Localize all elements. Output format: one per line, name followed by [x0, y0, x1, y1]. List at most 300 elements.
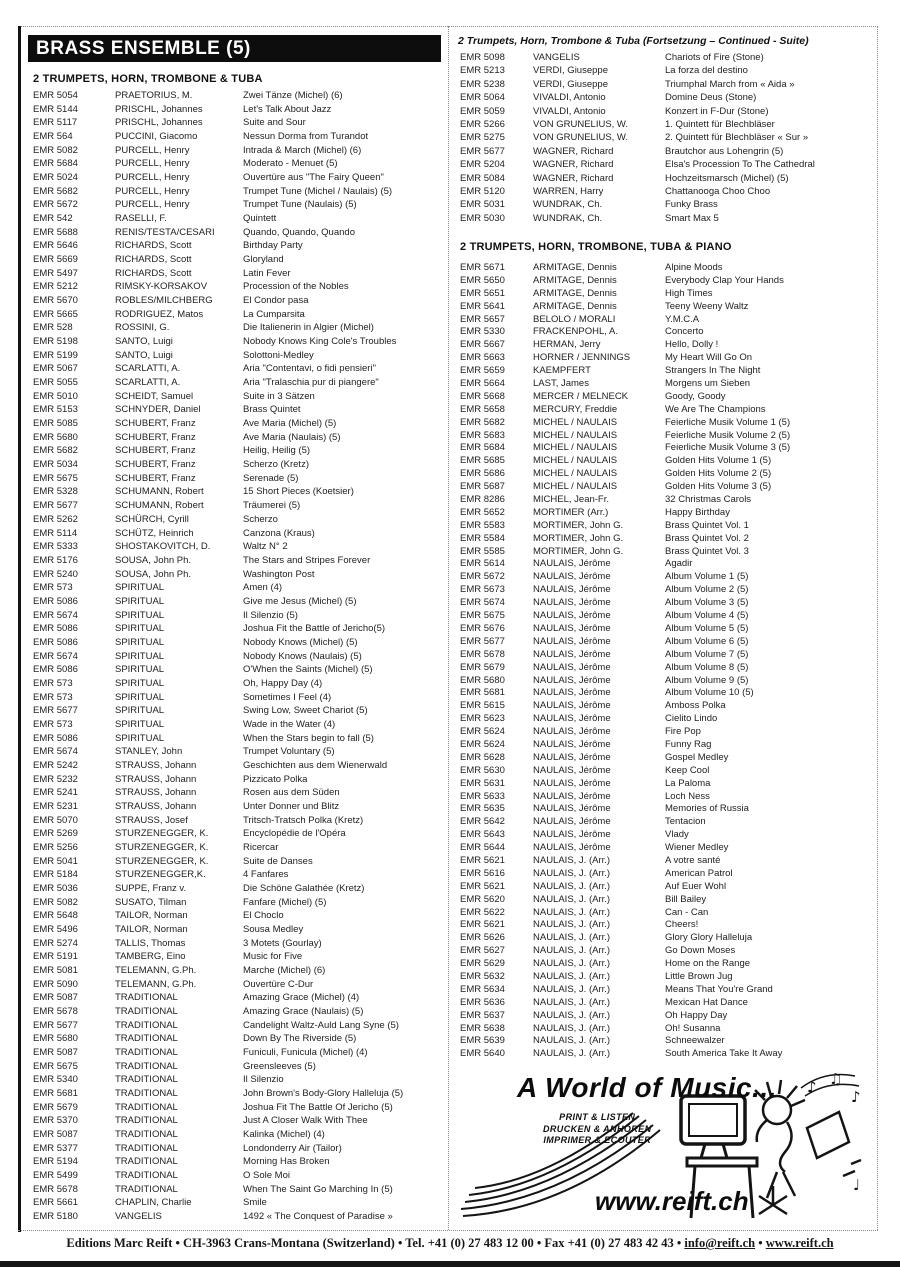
- piece-title: Brass Quintet: [243, 404, 301, 416]
- catalog-row: [33, 527, 443, 541]
- piece-title: O Sole Moi: [243, 1170, 290, 1182]
- catalog-row: [460, 816, 875, 829]
- catalog-number: EMR 5639: [460, 1035, 505, 1047]
- catalog-number: EMR 5681: [33, 1088, 78, 1100]
- composer-name: ARMITAGE, Dennis: [533, 300, 617, 312]
- composer-name: TRADITIONAL: [115, 1101, 178, 1113]
- composer-name: SCARLATTI, A.: [115, 363, 181, 375]
- catalog-row: [460, 91, 875, 104]
- piece-title: Golden Hits Volume 2 (5): [665, 468, 772, 480]
- section-heading-continued: 2 Trumpets, Horn, Trombone & Tuba (Fortsetzung – Continued - Suite): [458, 35, 809, 47]
- catalog-row: [460, 275, 875, 288]
- catalog-number: EMR 5667: [460, 339, 505, 351]
- piece-title: The Stars and Stripes Forever: [243, 554, 371, 566]
- piece-title: Y.M.C.A: [665, 313, 700, 325]
- composer-name: SPIRITUAL: [115, 636, 165, 648]
- catalog-number: EMR 5238: [460, 78, 505, 90]
- composer-name: NAULAIS, Jérôme: [533, 571, 611, 583]
- composer-name: NAULAIS, Jérôme: [533, 738, 611, 750]
- catalog-row: [33, 554, 443, 568]
- composer-name: ARMITAGE, Dennis: [533, 287, 617, 299]
- catalog-row: [33, 691, 443, 705]
- composer-name: NAULAIS, J. (Arr.): [533, 919, 611, 931]
- composer-name: NAULAIS, J. (Arr.): [533, 1009, 611, 1021]
- catalog-row: [33, 171, 443, 185]
- piece-title: Ouvertüre C-Dur: [243, 978, 314, 990]
- catalog-number: EMR 5664: [460, 378, 505, 390]
- catalog-row: [33, 144, 443, 158]
- catalog-number: EMR 5497: [33, 267, 78, 279]
- catalog-row: [33, 198, 443, 212]
- piece-title: Amazing Grace (Michel) (4): [243, 992, 360, 1004]
- composer-name: NAULAIS, Jérôme: [533, 803, 611, 815]
- composer-name: VON GRUNELIUS, W.: [533, 132, 629, 144]
- catalog-row: [460, 118, 875, 131]
- catalog-row: [460, 185, 875, 198]
- catalog-number: EMR 5333: [33, 541, 78, 553]
- catalog-number: EMR 5082: [33, 144, 78, 156]
- piece-title: Album Volume 5 (5): [665, 622, 749, 634]
- catalog-row: [33, 1155, 443, 1169]
- catalog-number: EMR 5262: [33, 513, 78, 525]
- composer-name: SOUSA, John Ph.: [115, 554, 192, 566]
- piece-title: Washington Post: [243, 568, 315, 580]
- composer-name: TRADITIONAL: [115, 992, 178, 1004]
- catalog-number: EMR 5622: [460, 906, 505, 918]
- catalog-number: EMR 5059: [460, 105, 505, 117]
- catalog-row: [460, 288, 875, 301]
- composer-name: SOUSA, John Ph.: [115, 568, 192, 580]
- composer-name: NAULAIS, J. (Arr.): [533, 932, 611, 944]
- composer-name: NAULAIS, J. (Arr.): [533, 983, 611, 995]
- piece-title: When The Saint Go Marching In (5): [243, 1183, 393, 1195]
- catalog-list-continued: [460, 51, 875, 225]
- composer-name: STURZENEGGER,K.: [115, 869, 206, 881]
- piece-title: Marche (Michel) (6): [243, 965, 326, 976]
- piece-title: Funky Brass: [665, 199, 718, 211]
- catalog-row: [460, 610, 875, 623]
- catalog-row: [33, 1073, 443, 1087]
- composer-name: PRISCHL, Johannes: [115, 103, 203, 115]
- piece-title: Domine Deus (Stone): [665, 92, 757, 104]
- composer-name: SPIRITUAL: [115, 732, 165, 744]
- catalog-row: [460, 700, 875, 713]
- composer-name: NAULAIS, J. (Arr.): [533, 1022, 611, 1034]
- piece-title: Elsa's Procession To The Cathedral: [665, 159, 815, 171]
- composer-name: VERDI, Giuseppe: [533, 78, 608, 90]
- catalog-row: [33, 1196, 443, 1210]
- catalog-number: EMR 5034: [33, 459, 78, 471]
- catalog-row: [33, 909, 443, 923]
- composer-name: SPIRITUAL: [115, 664, 165, 676]
- catalog-row: [33, 704, 443, 718]
- catalog-row: [460, 984, 875, 997]
- piece-title: Pizzicato Polka: [243, 773, 308, 785]
- composer-name: VANGELIS: [115, 1211, 162, 1223]
- piece-title: Keep Cool: [665, 764, 710, 776]
- composer-name: TRADITIONAL: [115, 1033, 178, 1045]
- catalog-row: [460, 352, 875, 365]
- catalog-row: [460, 1048, 875, 1061]
- catalog-number: EMR 5087: [33, 992, 78, 1004]
- piece-title: Home on the Range: [665, 958, 751, 970]
- composer-name: SCARLATTI, A.: [115, 377, 181, 389]
- composer-name: NAULAIS, Jérôme: [533, 751, 611, 763]
- catalog-row: [33, 732, 443, 746]
- catalog-row: [460, 51, 875, 64]
- catalog-number: EMR 5064: [460, 92, 505, 104]
- catalog-row: [33, 267, 443, 281]
- piece-title: La Paloma: [665, 777, 711, 789]
- section-heading-tuba: 2 TRUMPETS, HORN, TROMBONE & TUBA: [33, 73, 263, 85]
- catalog-row: [33, 882, 443, 896]
- catalog-number: EMR 5675: [460, 610, 505, 622]
- piece-title: Amboss Polka: [665, 700, 726, 712]
- catalog-number: EMR 5623: [460, 713, 505, 725]
- catalog-number: EMR 5674: [33, 650, 78, 662]
- catalog-row: [460, 468, 875, 481]
- composer-name: MICHEL, Jean-Fr.: [533, 494, 610, 506]
- catalog-row: [33, 1087, 443, 1101]
- composer-name: SCHUBERT, Franz: [115, 445, 196, 457]
- catalog-number: EMR 5670: [33, 295, 78, 307]
- catalog-row: [33, 390, 443, 404]
- catalog-number: EMR 5117: [33, 117, 78, 129]
- composer-name: STANLEY, John: [115, 746, 183, 758]
- catalog-row: [460, 1010, 875, 1023]
- composer-name: SPIRITUAL: [115, 650, 165, 662]
- catalog-number: EMR 5679: [460, 661, 505, 673]
- composer-name: NAULAIS, Jérôme: [533, 610, 611, 622]
- piece-title: Oh! Susanna: [665, 1022, 721, 1034]
- catalog-row: [33, 513, 443, 527]
- catalog-row: [460, 481, 875, 494]
- catalog-row: [460, 829, 875, 842]
- composer-name: NAULAIS, J. (Arr.): [533, 893, 611, 905]
- composer-name: TRADITIONAL: [115, 1047, 178, 1059]
- catalog-number: EMR 5086: [33, 595, 78, 607]
- catalog-number: EMR 5629: [460, 958, 505, 970]
- catalog-number: EMR 5671: [460, 262, 505, 273]
- catalog-number: EMR 5688: [33, 226, 78, 238]
- logo-line-print-listen: PRINT & LISTEN: [559, 1112, 636, 1122]
- catalog-number: EMR 5675: [33, 472, 78, 484]
- catalog-list-left: [33, 89, 443, 1224]
- piece-title: High Times: [665, 287, 713, 299]
- logo-tagline: A World of Music...: [517, 1072, 777, 1103]
- composer-name: SPIRITUAL: [115, 691, 165, 703]
- piece-title: Wade in the Water (4): [243, 718, 336, 730]
- catalog-row: [33, 485, 443, 499]
- composer-name: TAMBERG, Eino: [115, 951, 186, 963]
- composer-name: ARMITAGE, Dennis: [533, 274, 617, 286]
- composer-name: NAULAIS, J. (Arr.): [533, 958, 611, 970]
- piece-title: Il Silenzio: [243, 1074, 284, 1086]
- catalog-row: [460, 623, 875, 636]
- catalog-number: EMR 5041: [33, 855, 78, 867]
- piece-title: Waltz N° 2: [243, 541, 288, 553]
- catalog-number: EMR 5631: [460, 777, 505, 789]
- composer-name: HORNER / JENNINGS: [533, 352, 631, 364]
- catalog-row: [460, 1023, 875, 1036]
- composer-name: NAULAIS, Jérôme: [533, 713, 611, 725]
- composer-name: RASELLI, F.: [115, 213, 167, 225]
- catalog-row: [33, 1032, 443, 1046]
- catalog-row: [460, 662, 875, 675]
- catalog-row: [460, 378, 875, 391]
- piece-title: Aria "Contentavi, o fidi pensieri": [243, 363, 376, 375]
- piece-title: Ricercar: [243, 841, 279, 853]
- catalog-number: EMR 5274: [33, 937, 78, 949]
- piece-title: Album Volume 1 (5): [665, 571, 749, 583]
- piece-title: El Choclo: [243, 910, 284, 922]
- composer-name: TRADITIONAL: [115, 1129, 178, 1141]
- piece-title: Goody, Goody: [665, 390, 726, 402]
- composer-name: NAULAIS, Jérôme: [533, 842, 611, 854]
- catalog-number: EMR 5680: [33, 431, 78, 443]
- piece-title: Serenade (5): [243, 472, 299, 484]
- composer-name: HERMAN, Jerry: [533, 339, 601, 351]
- piece-title: Triumphal March from « Aida »: [665, 78, 795, 90]
- piece-title: Strangers In The Night: [665, 365, 761, 377]
- catalog-number: EMR 5120: [460, 185, 505, 197]
- catalog-row: [33, 499, 443, 513]
- piece-title: O'When the Saints (Michel) (5): [243, 664, 373, 676]
- composer-name: MORTIMER (Arr.): [533, 506, 609, 518]
- catalog-number: EMR 5621: [460, 880, 505, 892]
- catalog-number: EMR 5628: [460, 751, 505, 763]
- piece-title: Fire Pop: [665, 726, 701, 738]
- catalog-number: EMR 5086: [33, 636, 78, 648]
- catalog-row: [460, 971, 875, 984]
- catalog-row: [460, 803, 875, 816]
- catalog-number: EMR 5627: [460, 945, 505, 957]
- composer-name: TRADITIONAL: [115, 1142, 178, 1154]
- piece-title: Feierliche Musik Volume 1 (5): [665, 416, 791, 428]
- piece-title: Ave Maria (Naulais) (5): [243, 431, 341, 443]
- catalog-row: [460, 262, 875, 275]
- catalog-number: EMR 5680: [460, 674, 505, 686]
- catalog-row: [460, 158, 875, 171]
- catalog-row: [33, 1005, 443, 1019]
- piece-title: Feierliche Musik Volume 2 (5): [665, 429, 791, 441]
- catalog-row: [33, 896, 443, 910]
- composer-name: NAULAIS, J. (Arr.): [533, 1035, 611, 1047]
- catalog-row: [33, 650, 443, 664]
- composer-name: WAGNER, Richard: [533, 145, 614, 157]
- composer-name: PURCELL, Henry: [115, 144, 190, 156]
- composer-name: MERCURY, Freddie: [533, 403, 618, 415]
- catalog-row: [460, 894, 875, 907]
- piece-title: Procession of the Nobles: [243, 281, 349, 293]
- composer-name: PUCCINI, Giacomo: [115, 131, 198, 143]
- composer-name: SHOSTAKOVITCH, D.: [115, 541, 211, 553]
- piece-title: Amazing Grace (Naulais) (5): [243, 1006, 364, 1018]
- catalog-number: EMR 5643: [460, 829, 505, 841]
- piece-title: Geschichten aus dem Wienerwald: [243, 759, 388, 771]
- catalog-number: EMR 5644: [460, 842, 505, 854]
- footer-separator: •: [755, 1236, 766, 1250]
- catalog-number: EMR 5678: [460, 648, 505, 660]
- piece-title: Feierliche Musik Volume 3 (5): [665, 442, 791, 454]
- catalog-row: [460, 145, 875, 158]
- column-divider: [448, 26, 449, 1230]
- piece-title: Means That You're Grand: [665, 983, 773, 995]
- catalog-number: EMR 5677: [33, 500, 78, 512]
- catalog-number: EMR 5496: [33, 923, 78, 935]
- piece-title: Golden Hits Volume 1 (5): [665, 455, 772, 467]
- catalog-row: [33, 185, 443, 199]
- catalog-number: EMR 5678: [33, 1183, 78, 1195]
- piece-title: Sometimes I Feel (4): [243, 691, 332, 703]
- catalog-number: EMR 5677: [33, 705, 78, 717]
- catalog-row: [460, 430, 875, 443]
- catalog-number: EMR 5499: [33, 1170, 78, 1182]
- catalog-number: EMR 5114: [33, 527, 78, 539]
- composer-name: VIVALDI, Antonio: [533, 92, 606, 104]
- catalog-row: [33, 868, 443, 882]
- catalog-number: EMR 5240: [33, 568, 78, 580]
- composer-name: MICHEL / NAULAIS: [533, 442, 618, 454]
- composer-name: TRADITIONAL: [115, 1115, 178, 1127]
- piece-title: Suite de Danses: [243, 855, 313, 867]
- catalog-row: [460, 881, 875, 894]
- piece-title: Smile: [243, 1197, 267, 1209]
- piece-title: Let's Talk About Jazz: [243, 103, 332, 115]
- catalog-row: [33, 622, 443, 636]
- catalog-row: [33, 130, 443, 144]
- catalog-row: [33, 800, 443, 814]
- piece-title: Latin Fever: [243, 267, 291, 279]
- piece-title: Greensleeves (5): [243, 1060, 316, 1072]
- footer-email-link[interactable]: info@reift.ch: [684, 1236, 756, 1250]
- catalog-number: EMR 5199: [33, 349, 78, 361]
- catalog-row: [460, 533, 875, 546]
- catalog-number: EMR 5213: [460, 65, 505, 77]
- piece-title: Moderato - Menuet (5): [243, 158, 338, 170]
- composer-name: NAULAIS, Jérôme: [533, 584, 611, 596]
- catalog-row: [33, 1046, 443, 1060]
- catalog-number: EMR 5340: [33, 1074, 78, 1086]
- composer-name: NAULAIS, J. (Arr.): [533, 996, 611, 1008]
- catalog-number: EMR 5144: [33, 103, 78, 115]
- catalog-number: EMR 5370: [33, 1115, 78, 1127]
- catalog-number: EMR 5266: [460, 118, 505, 130]
- composer-name: PURCELL, Henry: [115, 172, 190, 184]
- piece-title: Album Volume 6 (5): [665, 635, 749, 647]
- composer-name: RODRIGUEZ, Matos: [115, 308, 204, 320]
- catalog-number: EMR 5086: [33, 664, 78, 676]
- piece-title: Bill Bailey: [665, 893, 707, 905]
- piece-title: Ave Maria (Michel) (5): [243, 418, 337, 430]
- catalog-number: EMR 5031: [460, 199, 505, 211]
- catalog-row: [460, 584, 875, 597]
- catalog-number: EMR 5085: [33, 418, 78, 430]
- catalog-number: EMR 5657: [460, 313, 505, 325]
- catalog-number: EMR 5669: [33, 254, 78, 266]
- catalog-row: [33, 991, 443, 1005]
- composer-name: LAST, James: [533, 378, 589, 390]
- piece-title: Hello, Dolly !: [665, 339, 719, 351]
- piece-title: 32 Christmas Carols: [665, 494, 752, 506]
- composer-name: NAULAIS, Jérôme: [533, 777, 611, 789]
- catalog-row: [33, 376, 443, 390]
- piece-title: Heilig, Heilig (5): [243, 445, 311, 457]
- catalog-number: EMR 5642: [460, 816, 505, 828]
- catalog-number: EMR 5212: [33, 281, 78, 293]
- composer-name: STRAUSS, Johann: [115, 773, 197, 785]
- piece-title: Brautchor aus Lohengrin (5): [665, 145, 784, 157]
- catalog-row: [460, 64, 875, 77]
- piece-title: Chariots of Fire (Stone): [665, 52, 764, 63]
- catalog-row: [460, 558, 875, 571]
- catalog-row: [33, 472, 443, 486]
- composer-name: PRISCHL, Johannes: [115, 117, 203, 129]
- piece-title: Brass Quintet Vol. 3: [665, 545, 749, 557]
- piece-title: Mexican Hat Dance: [665, 996, 748, 1008]
- catalog-number: EMR 5090: [33, 978, 78, 990]
- catalog-number: EMR 5641: [460, 300, 505, 312]
- catalog-number: EMR 5640: [460, 1048, 505, 1060]
- catalog-number: EMR 5635: [460, 803, 505, 815]
- composer-name: TAILOR, Norman: [115, 923, 188, 935]
- catalog-row: [460, 365, 875, 378]
- catalog-row: [33, 950, 443, 964]
- catalog-row: [33, 349, 443, 363]
- catalog-number: EMR 5204: [460, 159, 505, 171]
- composer-name: SCHNYDER, Daniel: [115, 404, 201, 416]
- composer-name: NAULAIS, Jérôme: [533, 829, 611, 841]
- svg-text:♪: ♪: [807, 1078, 817, 1096]
- catalog-number: EMR 5683: [460, 429, 505, 441]
- catalog-number: EMR 5231: [33, 800, 78, 812]
- catalog-number: EMR 5679: [33, 1101, 78, 1113]
- piece-title: Tritsch-Tratsch Polka (Kretz): [243, 814, 364, 826]
- catalog-row: [33, 294, 443, 308]
- piece-title: Wiener Medley: [665, 842, 729, 854]
- piece-title: 3 Motets (Gourlay): [243, 937, 322, 949]
- composer-name: KAEMPFERT: [533, 365, 591, 377]
- catalog-number: EMR 5067: [33, 363, 78, 375]
- composer-name: RICHARDS, Scott: [115, 267, 192, 279]
- piece-title: A votre santé: [665, 854, 721, 866]
- catalog-row: [33, 814, 443, 828]
- catalog-row: [33, 855, 443, 869]
- footer-website-link[interactable]: www.reift.ch: [765, 1236, 834, 1250]
- piece-title: Quando, Quando, Quando: [243, 226, 355, 238]
- composer-name: TRADITIONAL: [115, 1019, 178, 1031]
- catalog-number: EMR 5153: [33, 404, 78, 416]
- piece-title: When the Stars begin to fall (5): [243, 732, 374, 744]
- catalog-number: EMR 5674: [33, 746, 78, 758]
- catalog-row: [460, 494, 875, 507]
- catalog-number: EMR 5616: [460, 867, 505, 879]
- piece-title: Album Volume 3 (5): [665, 597, 749, 609]
- catalog-row: [460, 326, 875, 339]
- catalog-number: EMR 5082: [33, 896, 78, 908]
- piece-title: Gospel Medley: [665, 751, 729, 763]
- composer-name: NAULAIS, J. (Arr.): [533, 1048, 611, 1060]
- piece-title: Intrada & March (Michel) (6): [243, 144, 362, 156]
- catalog-row: [33, 431, 443, 445]
- catalog-number: EMR 573: [33, 582, 73, 594]
- catalog-number: EMR 5677: [33, 1019, 78, 1031]
- catalog-row: [460, 339, 875, 352]
- catalog-row: [460, 636, 875, 649]
- catalog-number: EMR 5682: [33, 445, 78, 457]
- composer-name: VON GRUNELIUS, W.: [533, 118, 629, 130]
- catalog-number: EMR 5377: [33, 1142, 78, 1154]
